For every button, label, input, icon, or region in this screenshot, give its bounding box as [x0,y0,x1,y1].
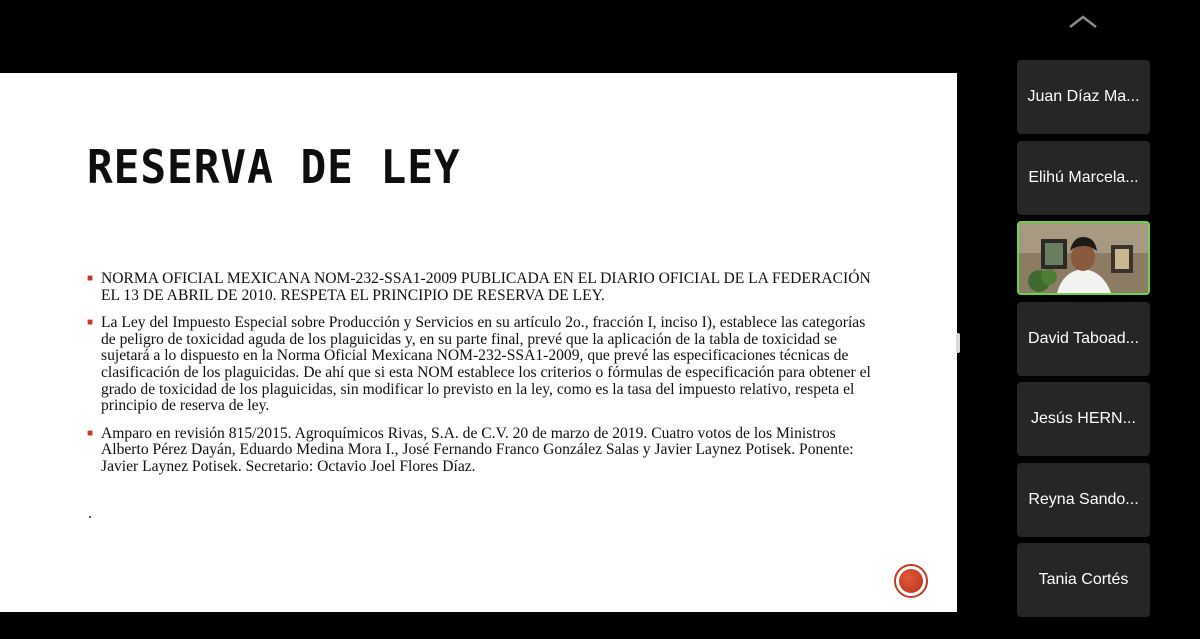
square-bullet-icon: ■ [87,317,94,329]
slide-stray-text: . [88,505,92,522]
participant-name: Juan Díaz Ma... [1027,88,1140,105]
slide-bullet-text: Amparo en revisión 815/2015. Agroquímicos Rivas, S.A. de C.V. 20 de marzo de 2019. Cuatro votos de los Ministros Alberto Pérez Dayán, Eduardo Medina Mora I., José Fernando Franco González Salas y Javier Laynez Potisek. Ponente: Javier Laynez Potisek. Secretario: Octavio Joel Flores Díaz. [101,424,854,475]
participant-tile[interactable] [1017,302,1150,376]
participant-name: David Taboad... [1028,330,1139,347]
slide-bullet-list [87,271,877,487]
participant-tile[interactable] [1017,382,1150,456]
slide-title: RESERVA DE LEY [87,140,461,194]
chevron-up-icon [1068,15,1098,29]
participant-video-tile[interactable] [1017,221,1150,295]
record-button[interactable] [894,564,928,598]
participant-name: Reyna Sando... [1028,491,1139,508]
participant-tile[interactable] [1017,60,1150,134]
participant-tile[interactable] [1017,543,1150,617]
collapse-gallery-button[interactable] [1066,10,1100,34]
square-bullet-icon: ■ [87,427,94,439]
participant-name: Tania Cortés [1038,571,1129,588]
slide-bullet-text: NORMA OFICIAL MEXICANA NOM-232-SSA1-2009 PUBLICADA EN EL DIARIO OFICIAL DE LA FEDERACIÓN EL 13 DE ABRIL DE 2010. RESPETA EL PRINCIPIO DE RESERVA DE LEY. [101,270,871,304]
participant-tile[interactable] [1017,463,1150,537]
participant-tile[interactable] [1017,141,1150,215]
record-icon [899,569,923,593]
participant-video [1019,223,1148,293]
slide-bullet [87,315,877,415]
participant-name: Elihú Marcela... [1028,169,1139,186]
participant-name: Jesús HERN... [1031,410,1136,427]
slide-bullet-text: La Ley del Impuesto Especial sobre Producción y Servicios en su artículo 2o., fracción I, inciso I), establece las categorías de peligro de toxicidad aguda de los plaguicidas y, en su parte final, prevé que la aplicación de la tabla de toxicidad se sujetará a lo dispuesto en la Norma Oficial Mexicana NOM-232-SSA1-2009, que prevé las especificaciones técnicas de clasificación de los plaguicidas. De ahí que si esta NOM establece los criterios o fórmulas de especificación para obtener el grado de toxicidad de los plaguicidas, sin modificar lo previsto en la ley, como es la tasa del impuesto relativo, respeta el principio de reserva de ley. [101,314,871,415]
slide-bullet [87,426,877,476]
slide-bullet [87,271,877,304]
square-bullet-icon: ■ [87,273,94,284]
